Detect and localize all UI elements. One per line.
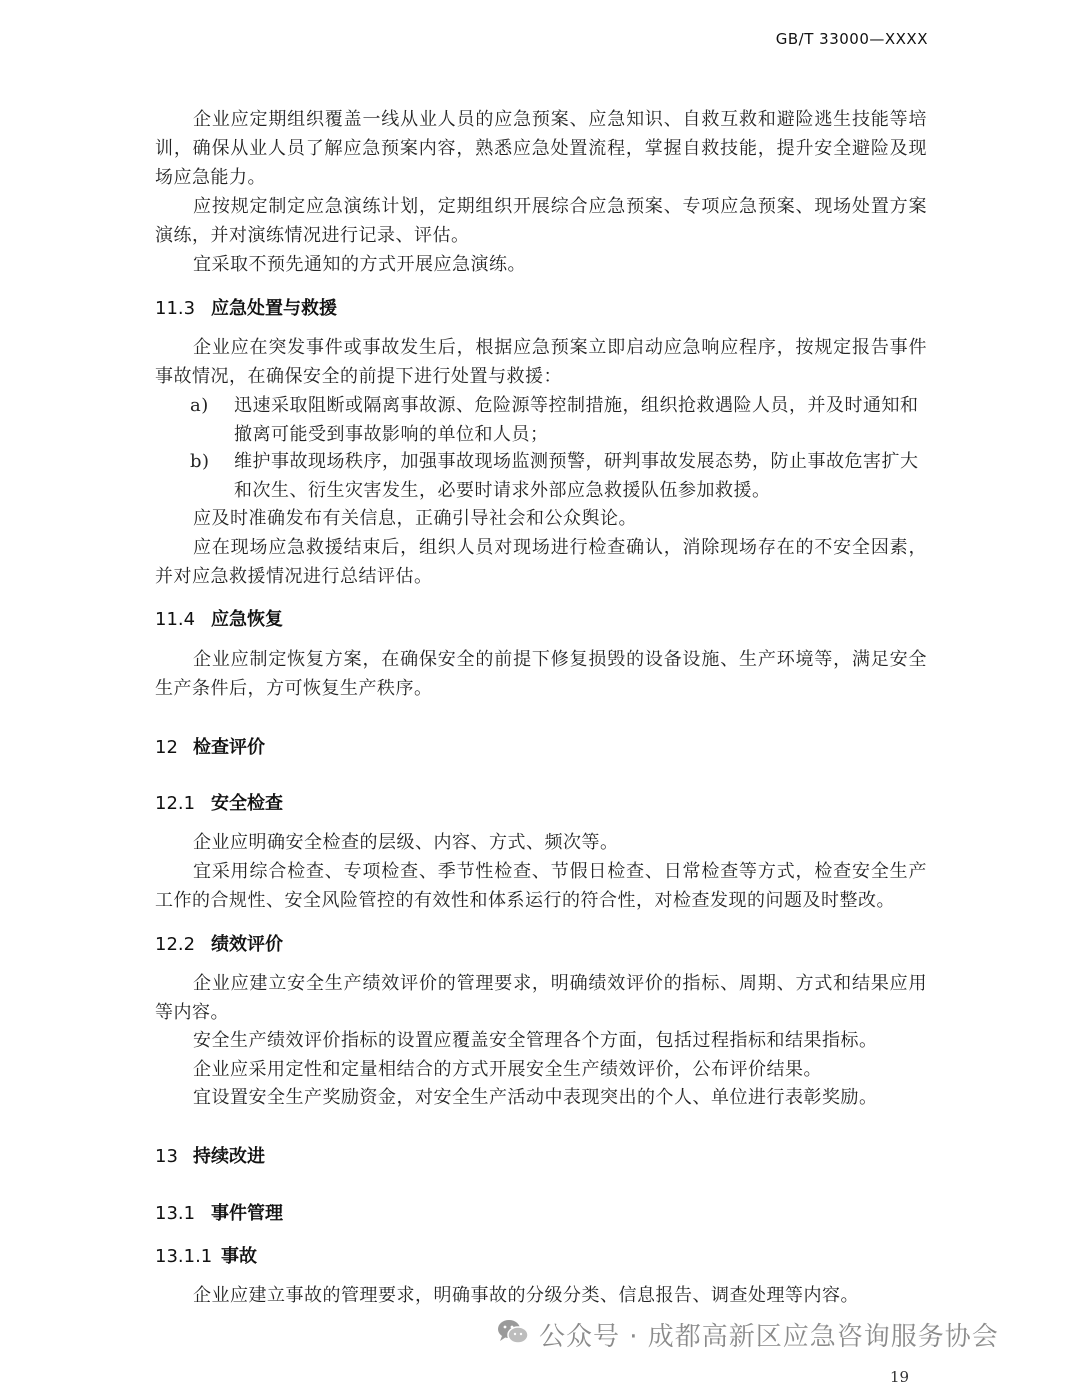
section-title: 应急恢复: [211, 609, 283, 630]
paragraph: 企业应在突发事件或事故发生后，根据应急预案立即启动应急响应程序，按规定报告事件事故情况，在确保安全的前提下进行处置与救援：: [155, 337, 927, 387]
page-number: 19: [890, 1368, 910, 1386]
list-marker: a): [190, 395, 209, 416]
watermark-text: 公众号 · 成都高新区应急咨询服务协会: [539, 1322, 999, 1352]
section-number: 12.2: [155, 934, 196, 955]
section-number: 11.3: [155, 298, 196, 319]
paragraph: 企业应明确安全检查的层级、内容、方式、频次等。: [193, 832, 619, 853]
paragraph: 企业应建立事故的管理要求，明确事故的分级分类、信息报告、调查处理等内容。: [193, 1285, 859, 1306]
section-number: 13: [155, 1146, 178, 1167]
section-title: 事故: [221, 1246, 257, 1267]
paragraph: 应在现场应急救援结束后，组织人员对现场进行检查确认，消除现场存在的不安全因素，并对应急救援情况进行总结评估。: [155, 537, 927, 587]
section-title: 安全检查: [211, 793, 283, 814]
section-number: 11.4: [155, 609, 196, 630]
paragraph: 宜设置安全生产奖励资金，对安全生产活动中表现突出的个人、单位进行表彰奖励。: [193, 1087, 878, 1108]
section-title: 绩效评价: [211, 934, 283, 955]
section-heading-11-4: [155, 605, 283, 631]
list-marker: b): [190, 451, 210, 472]
paragraph: 企业应建立安全生产绩效评价的管理要求，明确绩效评价的指标、周期、方式和结果应用等内容。: [155, 973, 927, 1023]
paragraph: 宜采用综合检查、专项检查、季节性检查、节假日检查、日常检查等方式，检查安全生产工作的合规性、安全风险管控的有效性和体系运行的符合性，对检查发现的问题及时整改。: [155, 861, 927, 911]
list-item: [190, 391, 928, 449]
section-heading-12: [155, 733, 265, 759]
section-number: 13.1.1: [155, 1246, 213, 1267]
section-title: 检查评价: [193, 737, 265, 758]
list-item-text: 维护事故现场秩序，加强事故现场监测预警，研判事故发展态势，防止事故危害扩大和次生、衍生灾害发生，必要时请求外部应急救援队伍参加救援。: [234, 451, 919, 501]
section-title: 事件管理: [211, 1203, 283, 1224]
paragraph: 企业应定期组织覆盖一线从业人员的应急预案、应急知识、自救互救和避险逃生技能等培训，确保从业人员了解应急预案内容，熟悉应急处置流程，掌握自救技能，提升安全避险及现场应急能力。: [155, 109, 927, 188]
paragraph: 应按规定制定应急演练计划，定期组织开展综合应急预案、专项应急预案、现场处置方案演练，并对演练情况进行记录、评估。: [155, 196, 927, 246]
watermark: [497, 1316, 999, 1353]
section-title: 应急处置与救援: [211, 298, 337, 319]
section-heading-13-1-1: [155, 1242, 257, 1268]
section-heading-12-1: [155, 789, 283, 815]
section-title: 持续改进: [193, 1146, 265, 1167]
paragraph: 宜采取不预先通知的方式开展应急演练。: [193, 254, 526, 275]
paragraph: 安全生产绩效评价指标的设置应覆盖安全管理各个方面，包括过程指标和结果指标。: [193, 1030, 878, 1051]
section-number: 12.1: [155, 793, 196, 814]
section-heading-12-2: [155, 930, 283, 956]
section-number: 12: [155, 737, 178, 758]
section-heading-13: [155, 1142, 265, 1168]
section-number: 13.1: [155, 1203, 196, 1224]
paragraph: 企业应采用定性和定量相结合的方式开展安全生产绩效评价，公布评价结果。: [193, 1059, 822, 1080]
section-heading-13-1: [155, 1199, 283, 1225]
list-item: [190, 447, 928, 505]
section-heading-11-3: [155, 294, 337, 320]
paragraph: 企业应制定恢复方案，在确保安全的前提下修复损毁的设备设施、生产环境等，满足安全生产条件后，方可恢复生产秩序。: [155, 649, 927, 699]
standard-code: GB/T 33000—XXXX: [775, 30, 928, 48]
paragraph: 应及时准确发布有关信息，正确引导社会和公众舆论。: [193, 508, 637, 529]
list-item-text: 迅速采取阻断或隔离事故源、危险源等控制措施，组织抢救遇险人员，并及时通知和撤离可能受到事故影响的单位和人员；: [234, 395, 919, 445]
